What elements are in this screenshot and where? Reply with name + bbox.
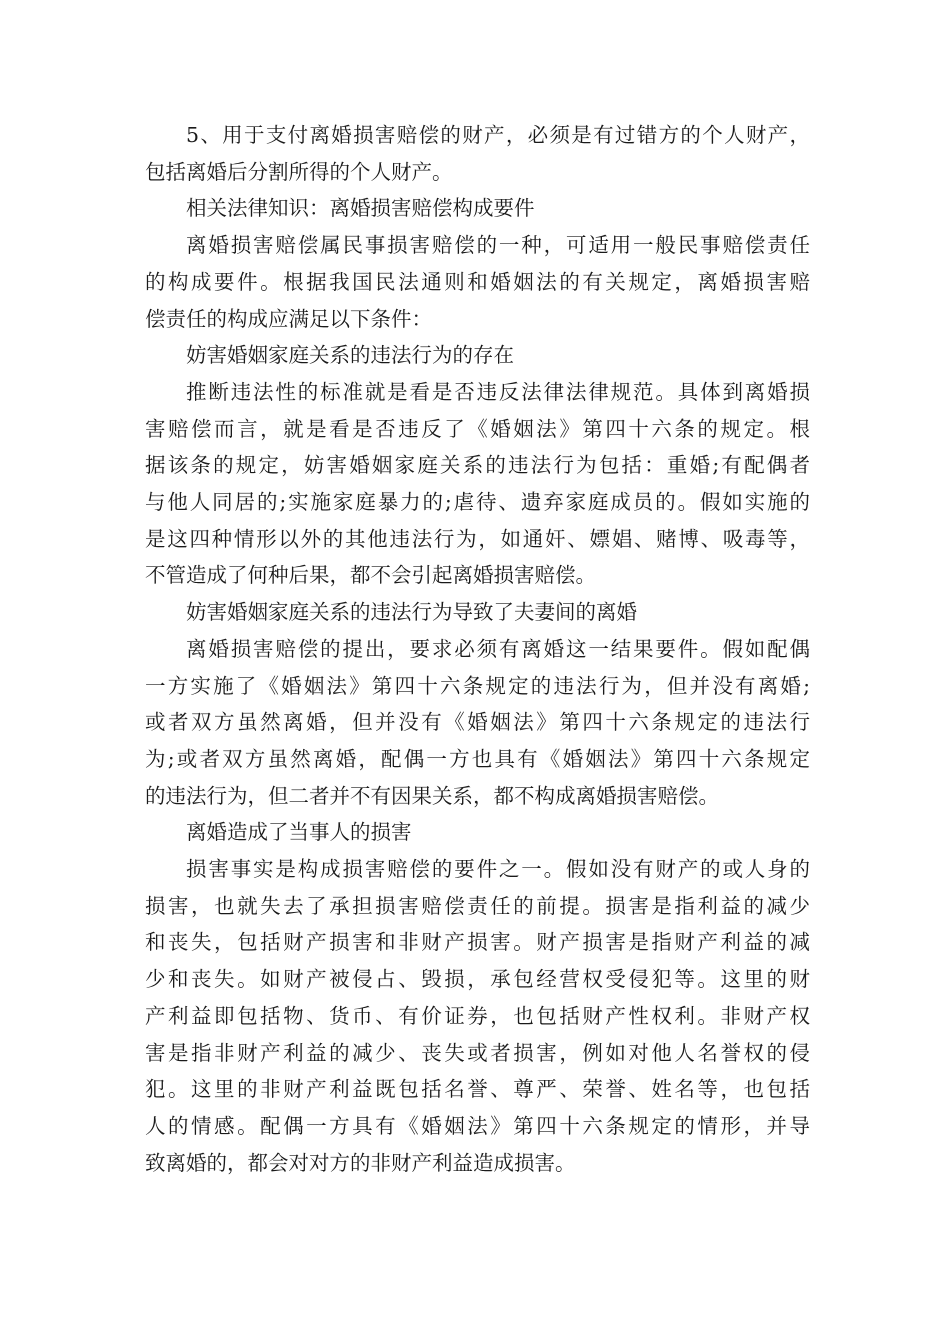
- section-heading: 妨害婚姻家庭关系的违法行为导致了夫妻间的离婚: [186, 600, 637, 625]
- paragraph-line: 离婚损害赔偿属民事损害赔偿的一种，可适用一般民事赔偿责任: [186, 233, 810, 258]
- paragraph: [145, 851, 810, 1181]
- paragraph-line: 的构成要件。根据我国民法通则和婚姻法的有关规定，离婚损害赔: [145, 269, 810, 294]
- paragraph-line: 为;或者双方虽然离婚，配偶一方也具有《婚姻法》第四十六条规定: [145, 746, 810, 771]
- paragraph-line: 与他人同居的;实施家庭暴力的;虐待、遗弃家庭成员的。假如实施的: [145, 490, 810, 515]
- paragraph-line: 害是指非财产利益的减少、丧失或者损害，例如对他人名誉权的侵: [145, 1040, 810, 1065]
- document-body: [145, 117, 810, 1181]
- paragraph-line: 人的情感。配偶一方具有《婚姻法》第四十六条规定的情形，并导: [145, 1113, 810, 1138]
- paragraph: [145, 117, 810, 190]
- paragraph-line: 少和丧失。如财产被侵占、毁损，承包经营权受侵犯等。这里的财: [145, 967, 810, 992]
- paragraph: [145, 227, 810, 337]
- paragraph-line: 产利益即包括物、货币、有价证券，也包括财产性权利。非财产权: [145, 1003, 810, 1028]
- paragraph-line: 偿责任的构成应满足以下条件：: [145, 306, 432, 331]
- paragraph-line: 害赔偿而言，就是看是否违反了《婚姻法》第四十六条的规定。根: [145, 416, 810, 441]
- paragraph-line: 损害，也就失去了承担损害赔偿责任的前提。损害是指利益的减少: [145, 893, 810, 918]
- paragraph-line: 5、用于支付离婚损害赔偿的财产，必须是有过错方的个人财产，: [186, 123, 810, 147]
- paragraph-line: 包括离婚后分割所得的个人财产。: [145, 159, 453, 184]
- paragraph-line: 的违法行为，但二者并不有因果关系，都不构成离婚损害赔偿。: [145, 783, 719, 808]
- section-heading: 妨害婚姻家庭关系的违法行为的存在: [186, 343, 514, 368]
- paragraph-line: 据该条的规定，妨害婚姻家庭关系的违法行为包括：重婚;有配偶者: [145, 453, 810, 478]
- paragraph-line: 损害事实是构成损害赔偿的要件之一。假如没有财产的或人身的: [186, 857, 810, 882]
- paragraph: [145, 631, 810, 815]
- section-heading: 相关法律知识：离婚损害赔偿构成要件: [186, 196, 535, 221]
- paragraph: [145, 374, 810, 594]
- paragraph-line: 和丧失，包括财产损害和非财产损害。财产损害是指财产利益的减: [145, 930, 810, 955]
- section-heading: 离婚造成了当事人的损害: [186, 820, 412, 845]
- paragraph-line: 离婚损害赔偿的提出，要求必须有离婚这一结果要件。假如配偶: [186, 636, 810, 661]
- paragraph-line: 推断违法性的标准就是看是否违反法律法律规范。具体到离婚损: [186, 379, 810, 404]
- paragraph-line: 或者双方虽然离婚，但并没有《婚姻法》第四十六条规定的违法行: [145, 710, 810, 735]
- paragraph-line: 致离婚的，都会对对方的非财产利益造成损害。: [145, 1150, 576, 1175]
- paragraph-line: 犯。这里的非财产利益既包括名誉、尊严、荣誉、姓名等，也包括: [145, 1077, 810, 1102]
- paragraph-line: 一方实施了《婚姻法》第四十六条规定的违法行为，但并没有离婚;: [145, 673, 810, 698]
- paragraph-line: 不管造成了何种后果，都不会引起离婚损害赔偿。: [145, 563, 596, 588]
- paragraph-line: 是这四种情形以外的其他违法行为，如通奸、嫖娼、赌博、吸毒等，: [145, 526, 810, 551]
